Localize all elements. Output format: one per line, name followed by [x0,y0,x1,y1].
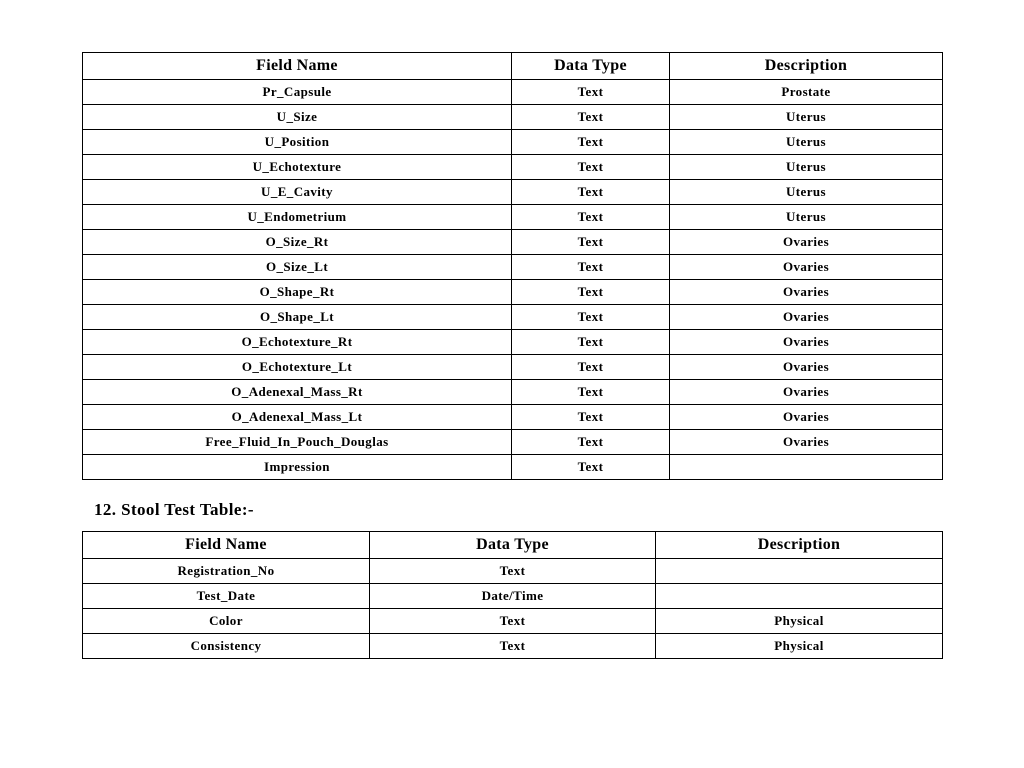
header-description: Description [670,53,943,80]
cell-description: Ovaries [670,330,943,355]
cell-data-type: Text [512,205,670,230]
table-row [83,155,943,180]
cell-data-type: Text [512,255,670,280]
cell-description: Uterus [670,205,943,230]
cell-description: Ovaries [670,305,943,330]
table-row [83,380,943,405]
cell-field-name: U_Echotexture [83,155,512,180]
cell-description: Ovaries [670,380,943,405]
cell-data-type: Text [512,380,670,405]
cell-field-name: O_Size_Rt [83,230,512,255]
cell-description [656,559,943,584]
header-field-name: Field Name [83,53,512,80]
cell-field-name: Test_Date [83,584,370,609]
table-row [83,130,943,155]
cell-data-type: Text [512,280,670,305]
cell-description: Ovaries [670,430,943,455]
cell-data-type: Text [512,130,670,155]
cell-description: Uterus [670,105,943,130]
cell-data-type: Text [512,80,670,105]
cell-data-type: Text [512,430,670,455]
cell-description: Ovaries [670,255,943,280]
table-header-row [83,532,943,559]
header-description: Description [656,532,943,559]
cell-field-name: O_Size_Lt [83,255,512,280]
table-header-row [83,53,943,80]
cell-data-type: Text [512,155,670,180]
stool-test-table [82,531,943,659]
cell-description: Prostate [670,80,943,105]
table-row [83,180,943,205]
table-row [83,430,943,455]
cell-description [656,584,943,609]
table-row [83,280,943,305]
cell-data-type: Text [370,634,656,659]
cell-field-name: U_Position [83,130,512,155]
cell-description: Physical [656,609,943,634]
cell-data-type: Date/Time [370,584,656,609]
cell-data-type: Text [512,105,670,130]
table-row [83,80,943,105]
cell-field-name: O_Echotexture_Lt [83,355,512,380]
table-row [83,355,943,380]
cell-field-name: Consistency [83,634,370,659]
cell-description: Ovaries [670,280,943,305]
header-data-type: Data Type [512,53,670,80]
cell-field-name: Registration_No [83,559,370,584]
cell-field-name: O_Adenexal_Mass_Lt [83,405,512,430]
table-row [83,305,943,330]
cell-data-type: Text [370,609,656,634]
table-row [83,559,943,584]
cell-description: Uterus [670,155,943,180]
cell-description [670,455,943,480]
cell-field-name: Color [83,609,370,634]
cell-field-name: Pr_Capsule [83,80,512,105]
table-row [83,255,943,280]
table-row [83,330,943,355]
table-row [83,230,943,255]
table-row [83,455,943,480]
cell-description: Physical [656,634,943,659]
cell-field-name: O_Echotexture_Rt [83,330,512,355]
cell-field-name: O_Shape_Lt [83,305,512,330]
cell-data-type: Text [512,330,670,355]
cell-data-type: Text [512,405,670,430]
cell-field-name: O_Shape_Rt [83,280,512,305]
cell-data-type: Text [512,230,670,255]
cell-field-name: U_Size [83,105,512,130]
cell-field-name: O_Adenexal_Mass_Rt [83,380,512,405]
cell-data-type: Text [512,355,670,380]
table-row [83,609,943,634]
ultrasound-fields-table [82,52,943,480]
table-row [83,405,943,430]
table-row [83,105,943,130]
header-data-type: Data Type [370,532,656,559]
section-heading: 12. Stool Test Table:- [94,500,254,519]
table-row [83,634,943,659]
table-row [83,584,943,609]
cell-field-name: Free_Fluid_In_Pouch_Douglas [83,430,512,455]
cell-description: Uterus [670,180,943,205]
cell-description: Ovaries [670,405,943,430]
cell-data-type: Text [370,559,656,584]
cell-data-type: Text [512,305,670,330]
cell-description: Ovaries [670,230,943,255]
cell-data-type: Text [512,455,670,480]
cell-description: Uterus [670,130,943,155]
cell-data-type: Text [512,180,670,205]
cell-description: Ovaries [670,355,943,380]
table-row [83,205,943,230]
cell-field-name: Impression [83,455,512,480]
cell-field-name: U_Endometrium [83,205,512,230]
cell-field-name: U_E_Cavity [83,180,512,205]
header-field-name: Field Name [83,532,370,559]
